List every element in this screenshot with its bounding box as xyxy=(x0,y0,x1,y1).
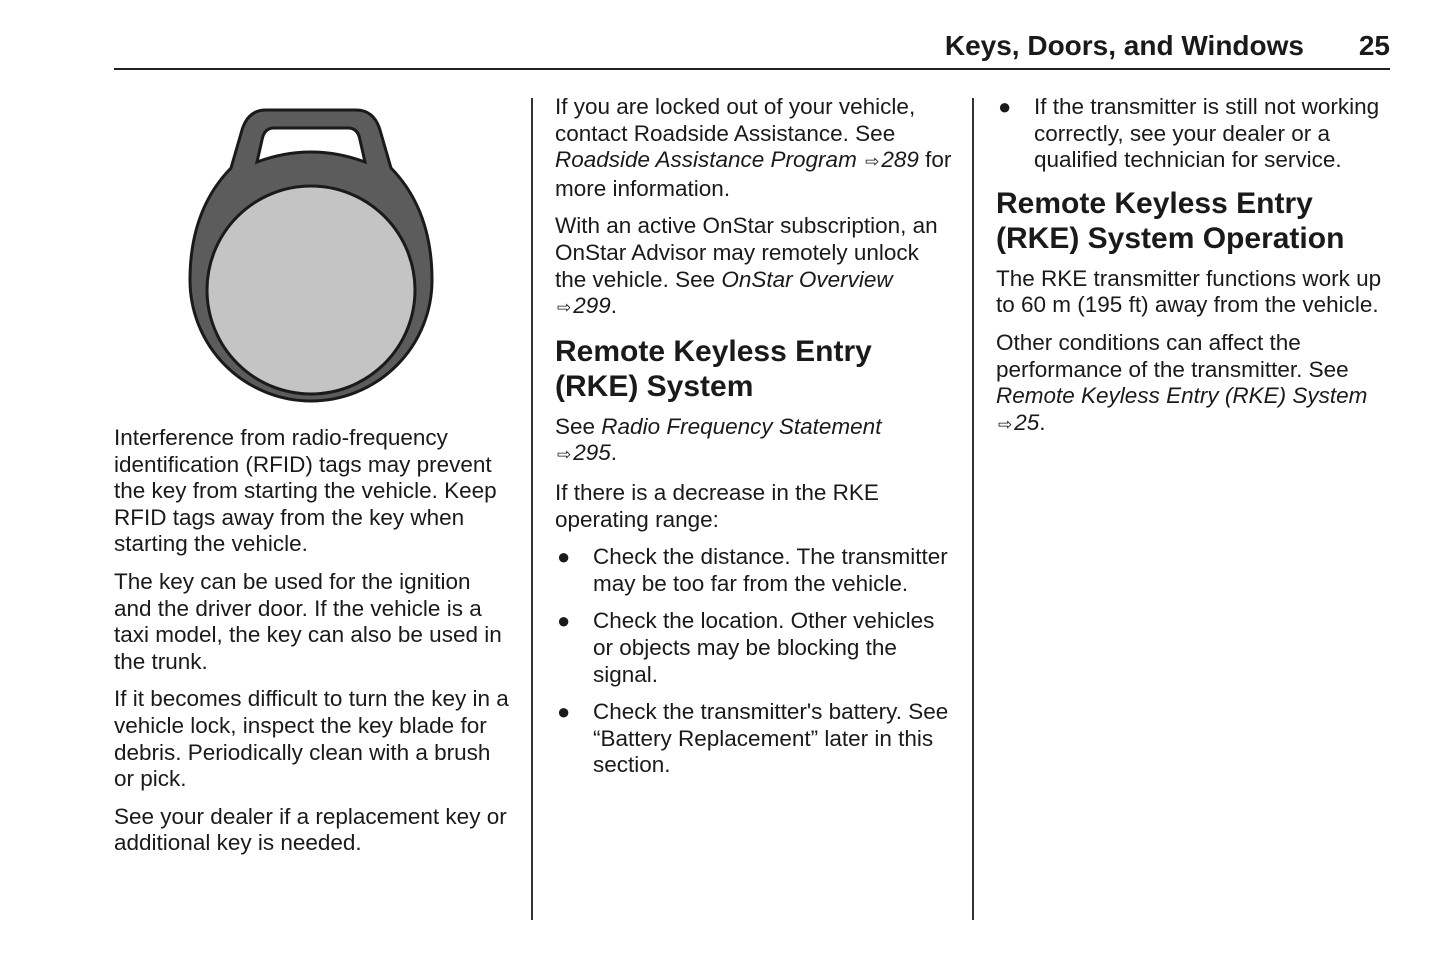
rfid-key-fob-image xyxy=(186,100,436,405)
page-ref-arrow-icon: ⇨ xyxy=(865,152,880,172)
section-heading: Remote Keyless Entry (RKE) System Operation xyxy=(996,186,1345,255)
bullet-icon: ● xyxy=(557,608,571,634)
cross-reference-link[interactable]: Remote Keyless Entry (RKE) System ⇨25 xyxy=(996,383,1368,435)
paragraph: If there is a decrease in the RKE operating range: xyxy=(555,479,879,532)
page-number: 25 xyxy=(1358,30,1390,61)
page-ref-arrow-icon: ⇨ xyxy=(998,414,1013,434)
paragraph: Interference from radio-frequency identification (RFID) tags may prevent the key from starting the vehicle. Keep RFID tags away from the key when starting the vehicle. xyxy=(114,425,497,557)
paragraph: If you are locked out of your vehicle, contact Roadside Assistance. See Roadside Assistance Program ⇨289 for more information. xyxy=(555,94,952,201)
bullet-icon: ● xyxy=(557,699,571,725)
bullet-icon: ● xyxy=(557,544,571,570)
section-title: Keys, Doors, and Windows xyxy=(944,30,1304,61)
page-header xyxy=(114,28,1390,70)
paragraph: The RKE transmitter functions work up to 60 m (195 ft) away from the vehicle. xyxy=(996,265,1382,318)
key-fob-face xyxy=(207,186,415,394)
paragraph: See Radio Frequency Statement ⇨295. xyxy=(555,413,882,466)
paragraph: With an active OnStar subscription, an OnStar Advisor may remotely unlock the vehicle. See OnStar Overview ⇨299. xyxy=(555,213,938,319)
list-item: ● Check the location. Other vehicles or objects may be blocking the signal. xyxy=(557,608,935,687)
column-left xyxy=(114,94,514,868)
bullet-list xyxy=(996,94,1390,174)
list-item: ● Check the transmitter's battery. See “Battery Replacement” later in this section. xyxy=(557,699,949,778)
column-right xyxy=(996,94,1390,449)
paragraph: The key can be used for the ignition and the driver door. If the vehicle is a taxi model, the key can also be used in the trunk. xyxy=(114,568,502,674)
list-item: ● Check the distance. The transmitter may be too far from the vehicle. xyxy=(557,544,948,596)
cross-reference-link[interactable]: Roadside Assistance Program ⇨289 xyxy=(555,147,919,173)
column-divider xyxy=(972,98,974,920)
bullet-list xyxy=(555,544,955,779)
page-ref-arrow-icon: ⇨ xyxy=(557,298,572,318)
cross-reference-link[interactable]: OnStar Overview ⇨299 xyxy=(557,266,893,319)
column-middle xyxy=(555,94,955,790)
paragraph: See your dealer if a replacement key or additional key is needed. xyxy=(114,803,507,856)
list-item: ● If the transmitter is still not working correctly, see your dealer or a qualified technician for service. xyxy=(998,94,1380,173)
cross-reference-link[interactable]: Radio Frequency Statement ⇨295 xyxy=(557,413,882,466)
bullet-icon: ● xyxy=(998,94,1012,119)
section-heading: Remote Keyless Entry (RKE) System xyxy=(555,334,872,403)
paragraph: If it becomes difficult to turn the key in a vehicle lock, inspect the key blade for debris. Periodically clean with a brush or pick. xyxy=(114,686,509,792)
column-divider xyxy=(531,98,533,920)
page-ref-arrow-icon: ⇨ xyxy=(557,445,572,465)
paragraph: Other conditions can affect the performance of the transmitter. See Remote Keyless Entry (RKE) System ⇨25. xyxy=(996,329,1368,435)
